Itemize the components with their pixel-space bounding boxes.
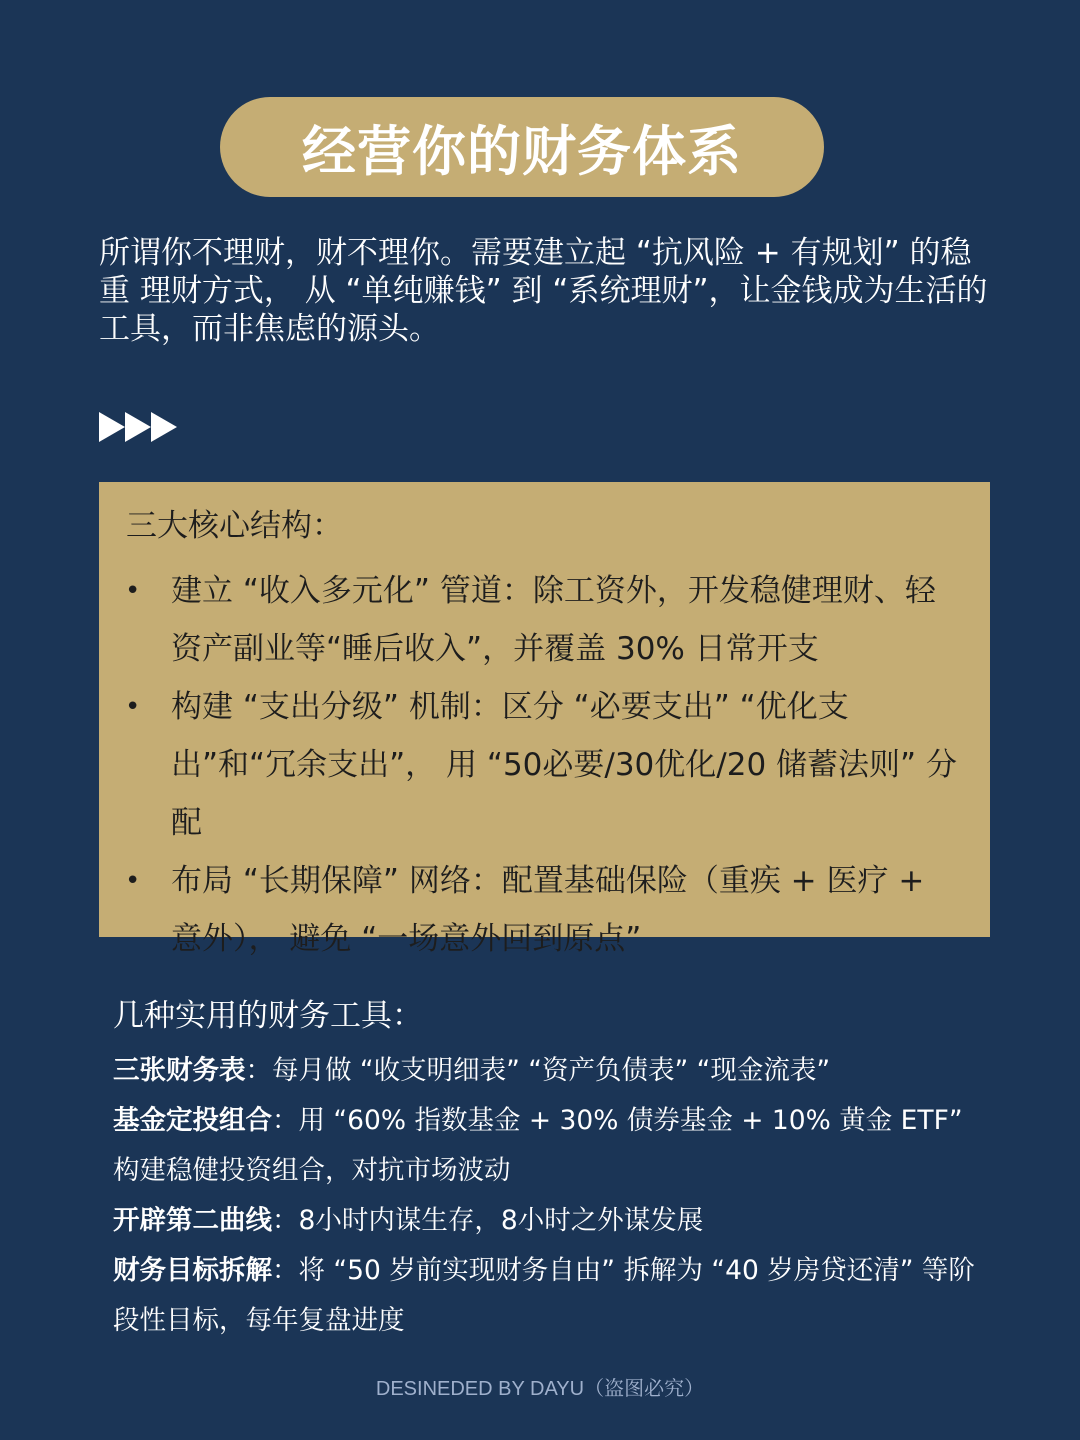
- tool-name: 基金定投组合: [113, 1105, 272, 1136]
- tool-item: [113, 1046, 993, 1096]
- tool-description: ：8小时内谋生存，8小时之外谋发展: [272, 1205, 704, 1236]
- tool-name: 开辟第二曲线: [113, 1205, 272, 1236]
- list-item: [99, 562, 990, 678]
- list-item-text: 布局 “长期保障” 网络：配置基础保险（重疾 + 医疗 + 意外）， 避免 “一场意外回到原点”: [171, 863, 925, 957]
- list-item-text: 建立 “收入多元化” 管道：除工资外，开发稳健理财、轻资产副业等“睡后收入”，并覆盖 30% 日常开支: [171, 573, 936, 667]
- intro-paragraph: 所谓你不理财，财不理你。需要建立起 “抗风险 + 有规划” 的稳重 理财方式， 从 “单纯赚钱” 到 “系统理财”，让金钱成为生活的工具，而非焦虑的源头。: [99, 235, 988, 347]
- list-item-text: 构建 “支出分级” 机制：区分 “必要支出” “优化支出”和“冗余支出”， 用 “50必要/30优化/20 储蓄法则” 分配: [171, 689, 957, 841]
- tool-description: ：用 “60% 指数基金 + 30% 债券基金 + 10% 黄金 ETF” 构建稳健投资组合，对抗市场波动: [113, 1105, 963, 1186]
- core-structure-list: [99, 562, 990, 968]
- core-structure-title: 三大核心结构：: [126, 508, 343, 544]
- triple-play-arrows-icon: [99, 410, 179, 444]
- list-item: [99, 678, 990, 852]
- tool-description: ：将 “50 岁前实现财务自由” 拆解为 “40 岁房贷还清” 等阶段性目标，每年复盘进度: [113, 1255, 975, 1336]
- bullet-icon: •: [125, 866, 141, 896]
- list-item: [99, 852, 990, 968]
- title-banner: [220, 97, 824, 197]
- core-structure-box: [99, 482, 990, 957]
- tools-list: [113, 1046, 993, 1346]
- footer-credit: DESINEDED BY DAYU（盗图必究）: [375, 1378, 705, 1400]
- bullet-icon: •: [125, 692, 141, 722]
- tool-name: 财务目标拆解: [113, 1255, 272, 1286]
- tool-item: [113, 1196, 993, 1246]
- bullet-icon: •: [125, 576, 141, 606]
- tool-name: 三张财务表: [113, 1055, 246, 1086]
- tool-item: [113, 1096, 993, 1196]
- page-title: 经营你的财务体系: [302, 119, 742, 183]
- tools-section-title: 几种实用的财务工具：: [113, 998, 423, 1034]
- tool-item: [113, 1246, 993, 1346]
- tool-description: ：每月做 “收支明细表” “资产负债表” “现金流表”: [245, 1055, 831, 1086]
